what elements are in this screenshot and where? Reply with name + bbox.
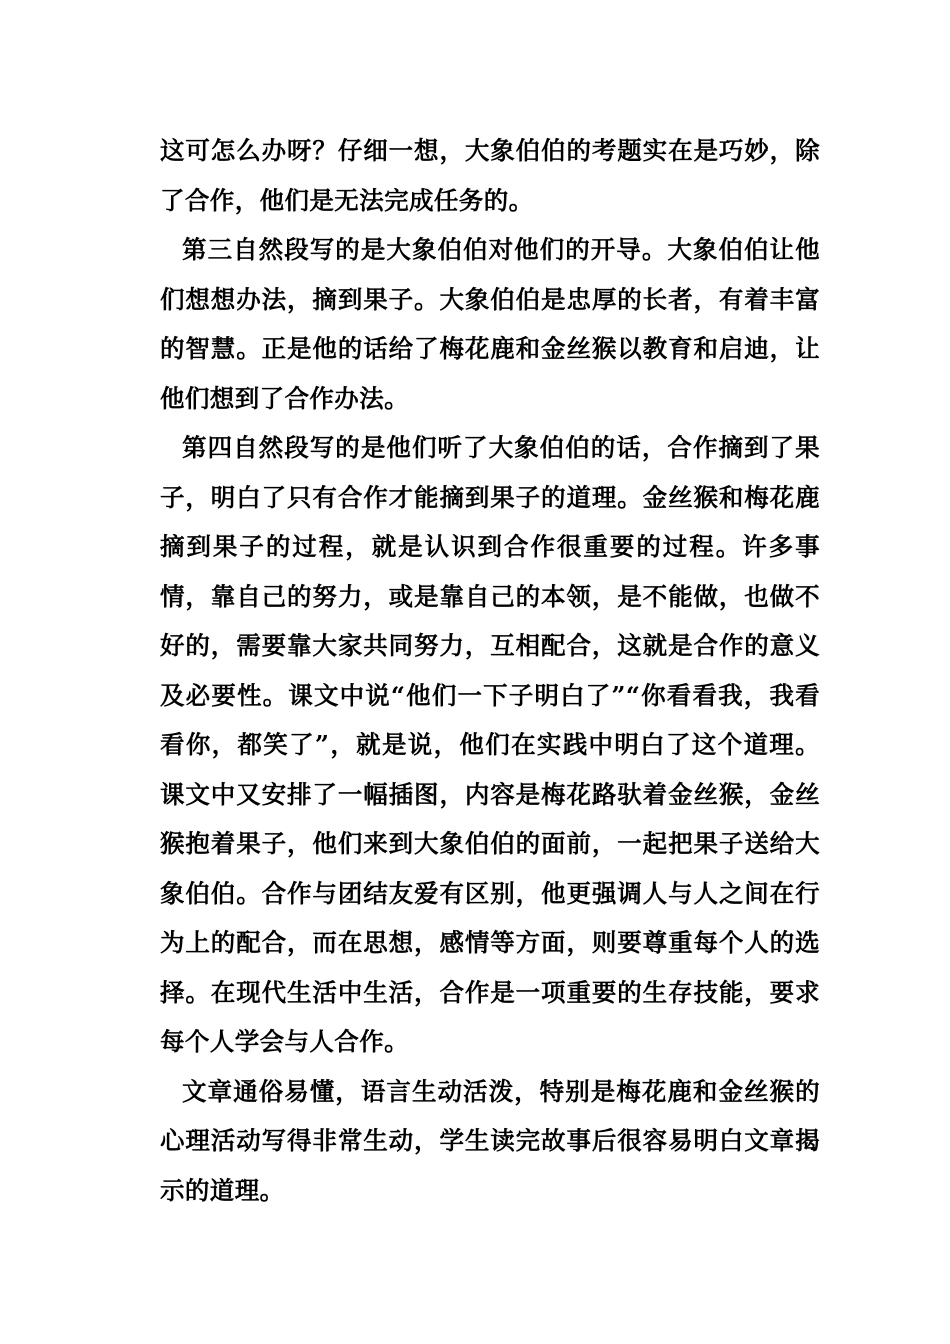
- paragraph-continuation: 这可怎么办呀？仔细一想，大象伯伯的考题实在是巧妙，除了合作，他们是无法完成任务的。: [160, 136, 820, 215]
- paragraph-summary: 文章通俗易懂，语言生动活泼，特别是梅花鹿和金丝猴的心理活动写得非常生动，学生读完故事后很容易明白文章揭示的道理。: [160, 1076, 820, 1205]
- document-body: [160, 126, 820, 1215]
- paragraph-third-section: 第三自然段写的是大象伯伯对他们的开导。大象伯伯让他们想想办法，摘到果子。大象伯伯是忠厚的长者，有着丰富的智慧。正是他的话给了梅花鹿和金丝猴以教育和启迪，让他们想到了合作办法。: [160, 235, 820, 413]
- paragraph-fourth-section: 第四自然段写的是他们听了大象伯伯的话，合作摘到了果子，明白了只有合作才能摘到果子的道理。金丝猴和梅花鹿摘到果子的过程，就是认识到合作很重要的过程。许多事情，靠自己的努力，或是靠自己的本领，是不能做，也做不好的，需要靠大家共同努力，互相配合，这就是合作的意义及必要性。课文中说“他们一下子明白了”“你看看我，我看看你，都笑了”，就是说，他们在实践中明白了这个道理。课文中又安排了一幅插图，内容是梅花路驮着金丝猴，金丝猴抱着果子，他们来到大象伯伯的面前，一起把果子送给大象伯伯。合作与团结友爱有区别，他更强调人与人之间在行为上的配合，而在思想，感情等方面，则要尊重每个人的选择。在现代生活中生活，合作是一项重要的生存技能，要求每个人学会与人合作。: [160, 433, 820, 1056]
